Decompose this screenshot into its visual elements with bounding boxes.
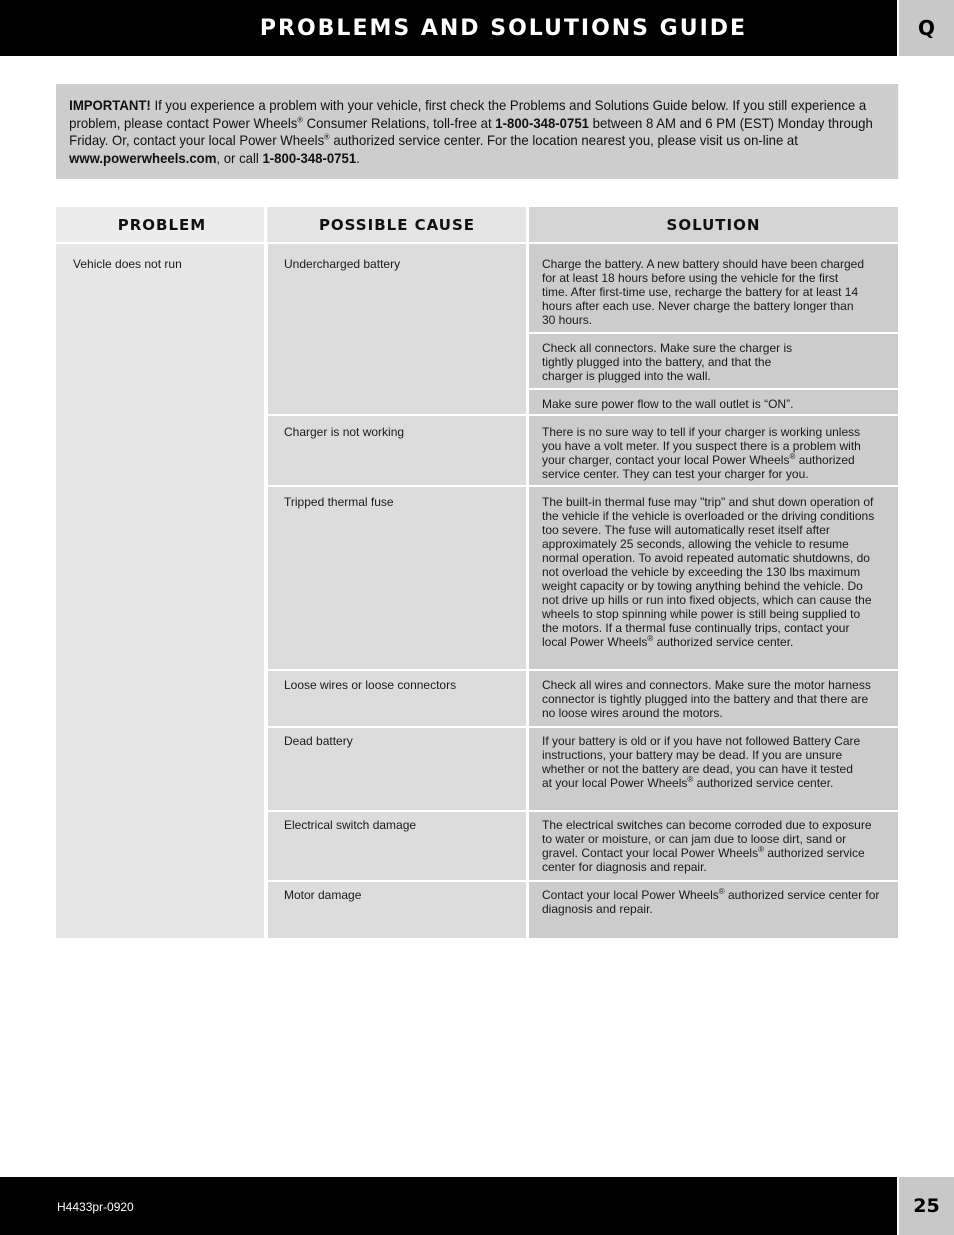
notice-text: , or call: [216, 149, 263, 166]
row-divider: [529, 332, 898, 334]
row-divider: [268, 810, 898, 812]
solution-cell: Contact your local Power Wheels® authorized service center for diagnosis and repair.: [542, 887, 880, 916]
column-divider: [526, 207, 529, 938]
footer-bar: [0, 1177, 897, 1235]
page-title: PROBLEMS AND SOLUTIONS GUIDE: [259, 15, 748, 41]
row-divider: [268, 485, 898, 487]
row-divider: [268, 726, 898, 728]
row-divider: [268, 669, 898, 671]
row-divider: [268, 880, 898, 882]
solution-cell: Check all connectors. Make sure the charger is tightly plugged into the battery, and that the charger is plugged into the wall.: [542, 341, 793, 383]
cause-cell: Charger is not working: [284, 425, 405, 439]
solution-cell: There is no sure way to tell if your charger is working unless you have a volt meter. If you suspect there is a problem with your charger, contact your local Power Wheels® authorized service center. They can test your charger for you.: [542, 425, 861, 481]
solution-cell: Charge the battery. A new battery should have been charged for at least 18 hours before using the vehicle for the first time. After first-time use, recharge the battery for at least 14 hours after each use. Never charge the battery longer than 30 hours.: [542, 257, 864, 327]
phone-number: 1-800-348-0751: [262, 149, 357, 166]
website-link: www.powerwheels.com: [69, 149, 217, 166]
solution-cell: The electrical switches can become corroded due to exposure to water or moisture, or can jam due to loose dirt, sand or gravel. Contact your local Power Wheels® authorized service center for diagnosis and repair.: [542, 818, 872, 874]
problem-column: [56, 207, 264, 938]
section-tab: Q: [899, 0, 954, 56]
cause-cell: Dead battery: [284, 734, 353, 748]
notice-text: If you experience a problem with your vehicle, first check the Problems and Solutions Guide below. If you still experience a problem, please contact Power Wheels: [69, 97, 867, 131]
cause-cell: Motor damage: [284, 888, 362, 902]
column-divider: [264, 207, 267, 938]
notice-text: .: [356, 149, 360, 166]
registered-mark: ®: [324, 132, 330, 142]
cause-cell: Undercharged battery: [284, 257, 401, 271]
cause-cell: Electrical switch damage: [284, 818, 417, 832]
header-possible-cause: POSSIBLE CAUSE: [268, 207, 526, 244]
header-problem: PROBLEM: [56, 207, 268, 244]
row-divider: [529, 388, 898, 390]
row-divider: [268, 414, 898, 416]
problem-cell: Vehicle does not run: [73, 257, 182, 271]
notice-lead: IMPORTANT!: [69, 97, 151, 113]
page-number: 25: [899, 1177, 954, 1235]
notice-text: between 8 AM and 6 PM (EST) Monday through Friday. Or, contact your local Power Wheels: [69, 114, 873, 148]
header-solution: SOLUTION: [529, 207, 898, 244]
solution-cell: If your battery is old or if you have not followed Battery Care instructions, your battery may be dead. If you are unsure whether or not the battery are dead, you can have it tested at your local Power Wheels® authorized service center.: [542, 734, 861, 790]
important-notice: [56, 84, 898, 179]
header-bar: [0, 0, 897, 56]
solution-cell: The built-in thermal fuse may "trip" and shut down operation of the vehicle if the vehicle is overloaded or the driving conditions too severe. The fuse will automatically reset itself after approximately 25 seconds, allowing the vehicle to resume normal operation. To avoid repeated automatic shutdowns, do not overload the vehicle by exceeding the 130 lbs maximum weight capacity or by towing anything behind the vehicle. Do not drive up hills or run into fixed objects, which can cause the wheels to stop spinning while power is still being supplied to the motors. If a thermal fuse continually trips, contact your local Power Wheels® authorized service center.: [542, 495, 875, 649]
notice-text: authorized service center. For the location nearest you, please visit us on-line at: [329, 132, 798, 148]
cause-cell: Loose wires or loose connectors: [284, 678, 457, 692]
phone-number: 1-800-348-0751: [495, 114, 589, 131]
registered-mark: ®: [297, 114, 303, 124]
solution-cell: Check all wires and connectors. Make sure the motor harness connector is tightly plugged into the battery and that there are no loose wires around the motors.: [542, 678, 871, 720]
document-code: H4433pr-0920: [57, 1200, 134, 1214]
cause-cell: Tripped thermal fuse: [284, 495, 394, 509]
solution-cell: Make sure power flow to the wall outlet is “ON”.: [542, 397, 794, 411]
notice-text: Consumer Relations, toll-free at: [302, 114, 496, 131]
